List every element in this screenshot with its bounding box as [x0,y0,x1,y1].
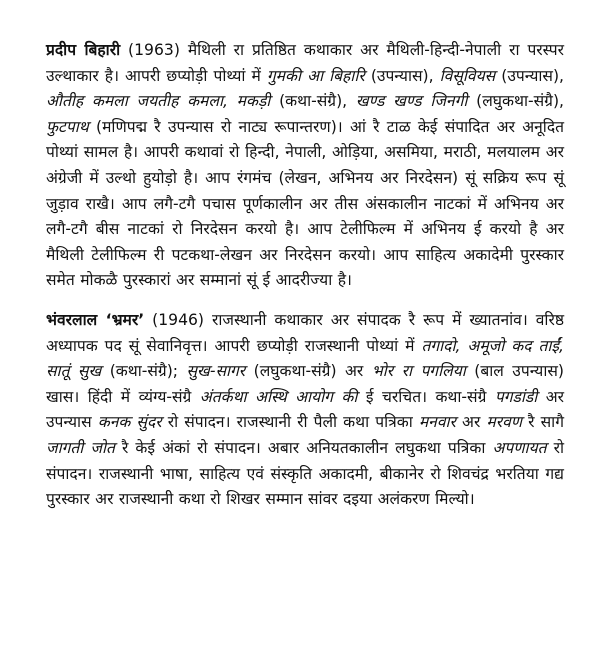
bio-text: (लघुकथा-संग्रै) अर [245,362,372,381]
author-bio-bhanwarlal-bhramar [46,308,564,513]
work-title: फुटपाथ [46,117,89,136]
bio-text: अर उपन्यास [46,387,565,432]
bio-text: (मणिपद्म रै उपन्यास रो नाट्य रूपान्तरण)। आं रै टाळ केई संपादित अर अनूदित पोथ्यां सामल है। आपरी कथावां रो हिन्दी, नेपाली, ओड़िया, असमिया, मराठी, मलयालम अर अंग्रेजी में उल्थो हुयोड़ो है। आप रंगमंच (लेखन, अभिनय अर निरदेसन) सूं सक्रिय रूप सूं जुड़ाव राखै। आप लगै-टगै पचास पूर्णकालीन अर तीस अंसकालीन नाटकां में अभिनय अर लगै-टगै बीस नाटकां रो निरदेसन करयो है। आप टेलीफिल्म में अभिनय ई करयो है अर मैथिली टेलीफिल्म री पटकथा-लेखन अर निरदेसन करयो। आप साहित्य अकादेमी पुरस्कार समेत मोकळै पुरस्कारां अर सम्मानां सूं ई आदरीज्या है। [46,117,564,290]
bio-text: अर [455,413,487,432]
bio-text: (1946) राजस्थानी कथाकार अर संपादक रै रूप में ख्यातनांव। वरिष्ठ अध्यापक पद सूं सेवानिवृत्त। आपरी छप्योड़ी राजस्थानी पोथ्यां में [46,310,565,355]
bio-text: (1963) मैथिली रा प्रतिष्ठित कथाकार अर मैथिली-हिन्दी-नेपाली रा परस्पर उल्थाकार है। आपरी छप्योड़ी पोथ्यां में [46,41,564,85]
work-title: जागती जोत [46,438,115,457]
bio-text: रै केई अंकां रो संपादन। अबार अनियतकालीन लघुकथा पत्रिका [114,438,493,457]
bio-text: (उपन्यास), [495,66,564,85]
work-title: अपणायत [492,438,547,457]
author-bio-pradeep-bihari [46,38,564,294]
bio-text: (बाल उपन्यास) खास। हिंदी में व्यंग्य-संग्रै [46,362,565,406]
author-name: भंवरलाल ‘भ्रमर’ [46,310,145,329]
bio-text: (कथा-संग्रै); [101,362,187,381]
work-title: विसूवियस [439,66,496,85]
bio-text: रै सागै [522,413,564,432]
bio-text: ई चरचित। कथा-संग्रै [357,387,495,406]
bio-text: (उपन्यास), [364,66,440,85]
work-title: अंतर्कथा अस्थि आयोग की [199,387,358,406]
work-title: भोर रा पगलिया [371,362,466,381]
work-title: कनक सुंदर [97,413,162,432]
bio-text: रो संपादन। राजस्थानी भाषा, साहित्य एवं संस्कृति अकादमी, बीकानेर रो शिवचंद्र भरतिया गद्य पुरस्कार अर राजस्थानी कथा रो शिखर सम्मान सांवर दइया अलंकरण मिल्यो। [46,438,565,509]
work-title: पगडांडी [494,387,538,406]
work-title: औतीह कमला जयतीह कमला, मकड़ी [46,92,271,111]
bio-text: रो संपादन। राजस्थानी री पैली कथा पत्रिका [161,413,419,432]
work-title: खण्ड खण्ड जिनगी [355,92,468,111]
bio-text: (लघुकथा-संग्रै), [467,92,564,111]
work-title: तगादो, अमूजो कद ताईं, सातूं सुख [46,336,564,381]
work-title: मनवार [418,413,456,432]
work-title: गुमकी आ बिहारि [266,66,365,85]
author-name: प्रदीप बिहारी [46,41,121,59]
work-title: मरवण [486,413,523,432]
work-title: सुख-सागर [186,362,246,381]
bio-text: (कथा-संग्रै), [270,92,356,111]
